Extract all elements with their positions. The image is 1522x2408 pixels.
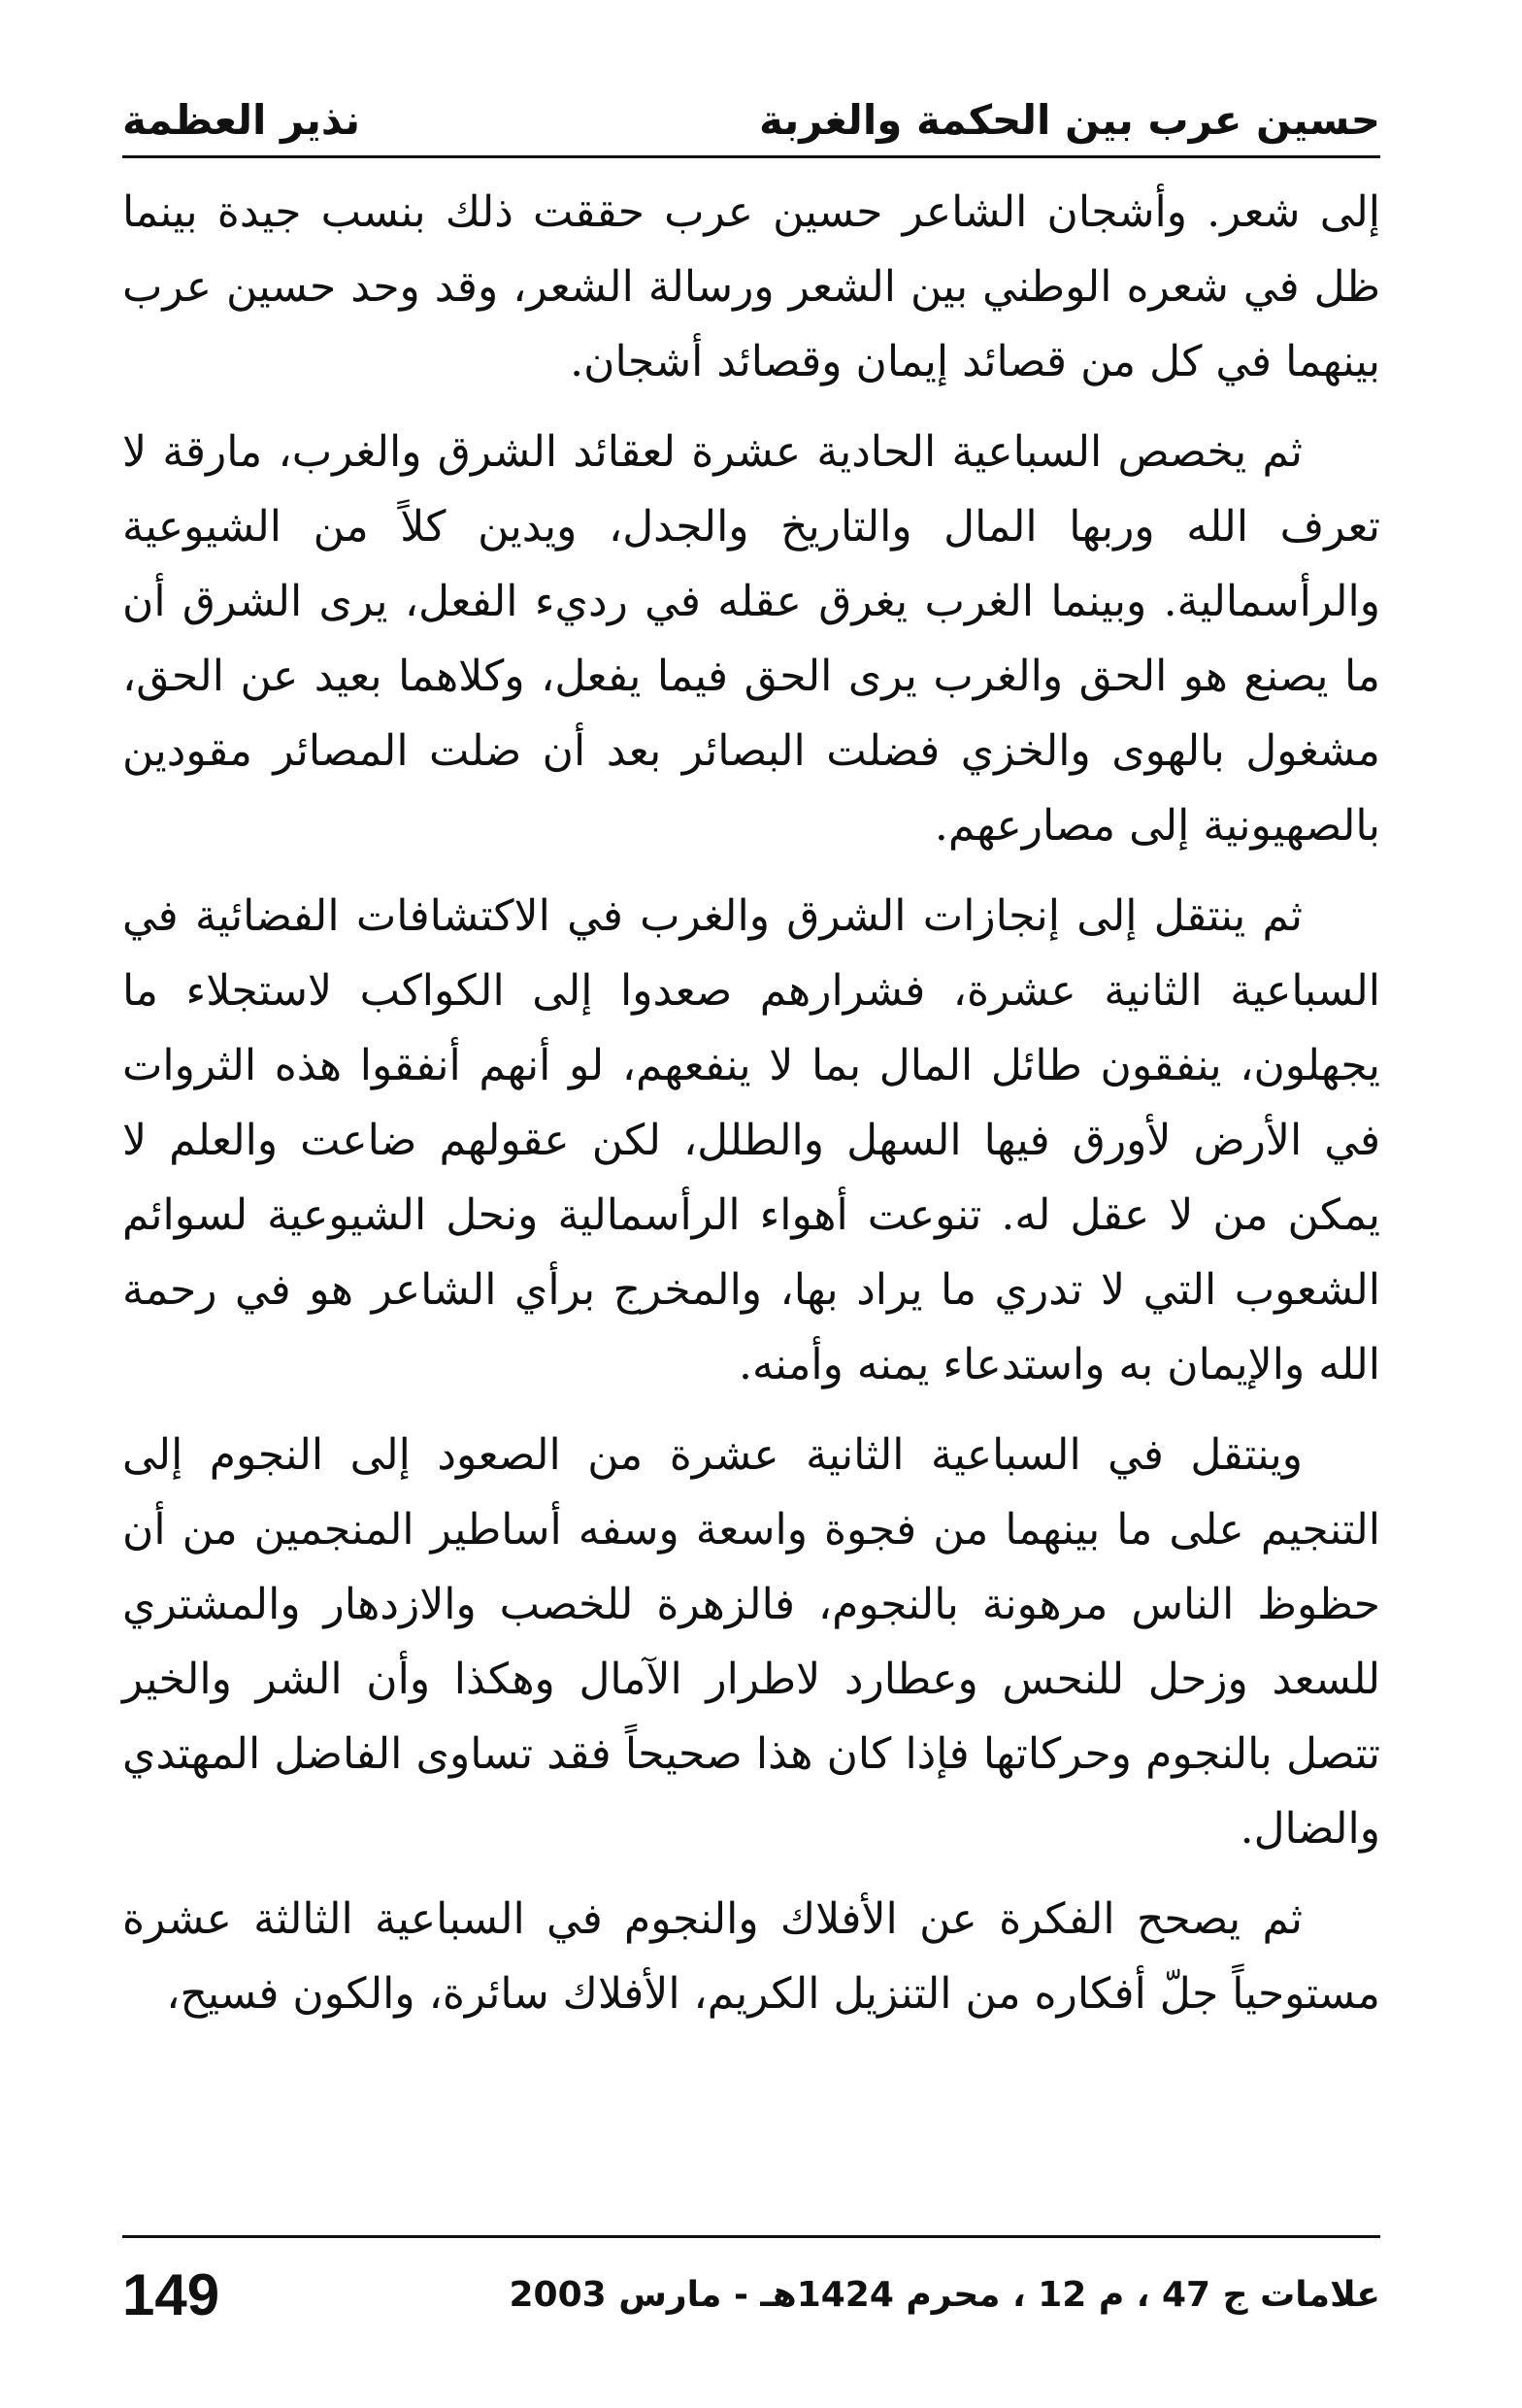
footer-issue-info: علامات ج 47 ، م 12 ، محرم 1424هـ - مارس 2003 bbox=[509, 2274, 1380, 2315]
paragraph-3: ثم ينتقل إلى إنجازات الشرق والغرب في الاكتشافات الفضائية في السباعية الثانية عشرة، فشرارهم صعدوا إلى الكواكب لاستجلاء ما يجهلون، ينفقون طائل المال بما لا ينفعهم، لو أنهم أنفقوا هذه الثروات في الأرض لأورق فيها السهل والطلل، لكن عقولهم ضاعت والعلم لا يمكن من لا عقل له. تنوعت أهواء الرأسمالية ونحل الشيوعية لسوائم الشعوب التي لا تدري ما يراد بها، والمخرج برأي الشاعر هو في رحمة الله والإيمان به واستدعاء يمنه وأمنه. bbox=[122, 891, 1380, 1389]
header-author: نذير العظمة bbox=[122, 95, 360, 144]
paragraph-4: وينتقل في السباعية الثانية عشرة من الصعود إلى النجوم إلى التنجيم على ما بينهما من فجوة واسعة وسفه أساطير المنجمين من أن حظوظ الناس مرهونة بالنجوم، فالزهرة للخصب والازدهار والمشتري للسعد وزحل للنحس وعطارد لاطرار الآمال وهكذا وأن الشر والخير تتصل بالنجوم وحركاتها فإذا كان هذا صحيحاً فقد تساوى الفاضل المهتدي والضال. bbox=[122, 1430, 1380, 1854]
body-text bbox=[122, 175, 1380, 2047]
running-header bbox=[122, 85, 1380, 153]
paragraph-2: ثم يخصص السباعية الحادية عشرة لعقائد الشرق والغرب، مارقة لا تعرف الله وربها المال والتاريخ والجدل، ويدين كلاً من الشيوعية والرأسمالية. وبينما الغرب يغرق عقله في رديء الفعل، يرى الشرق أن ما يصنع هو الحق والغرب يرى الحق فيما يفعل، وكلاهما بعيد عن الحق، مشغول بالهوى والخزي فضلت البصائر بعد أن ضلت المصائر مقودين بالصهيونية إلى مصارعهم. bbox=[122, 427, 1380, 851]
paragraph-5: ثم يصحح الفكرة عن الأفلاك والنجوم في السباعية الثالثة عشرة مستوحياً جلّ أفكاره من التنزيل الكريم، الأفلاك سائرة، والكون فسيح، bbox=[122, 1894, 1380, 2019]
running-footer bbox=[122, 2251, 1380, 2338]
header-article-title: حسين عرب بين الحكمة والغربة bbox=[758, 95, 1380, 144]
footer-rule bbox=[122, 2235, 1380, 2238]
page-number: 149 bbox=[122, 2261, 220, 2327]
header-rule bbox=[122, 155, 1380, 158]
paragraph-1: إلى شعر. وأشجان الشاعر حسين عرب حققت ذلك بنسب جيدة بينما ظل في شعره الوطني بين الشعر ورسالة الشعر، وقد وحد حسين عرب بينهما في كل من قصائد إيمان وقصائد أشجان. bbox=[122, 187, 1381, 386]
document-page bbox=[122, 0, 1380, 2408]
